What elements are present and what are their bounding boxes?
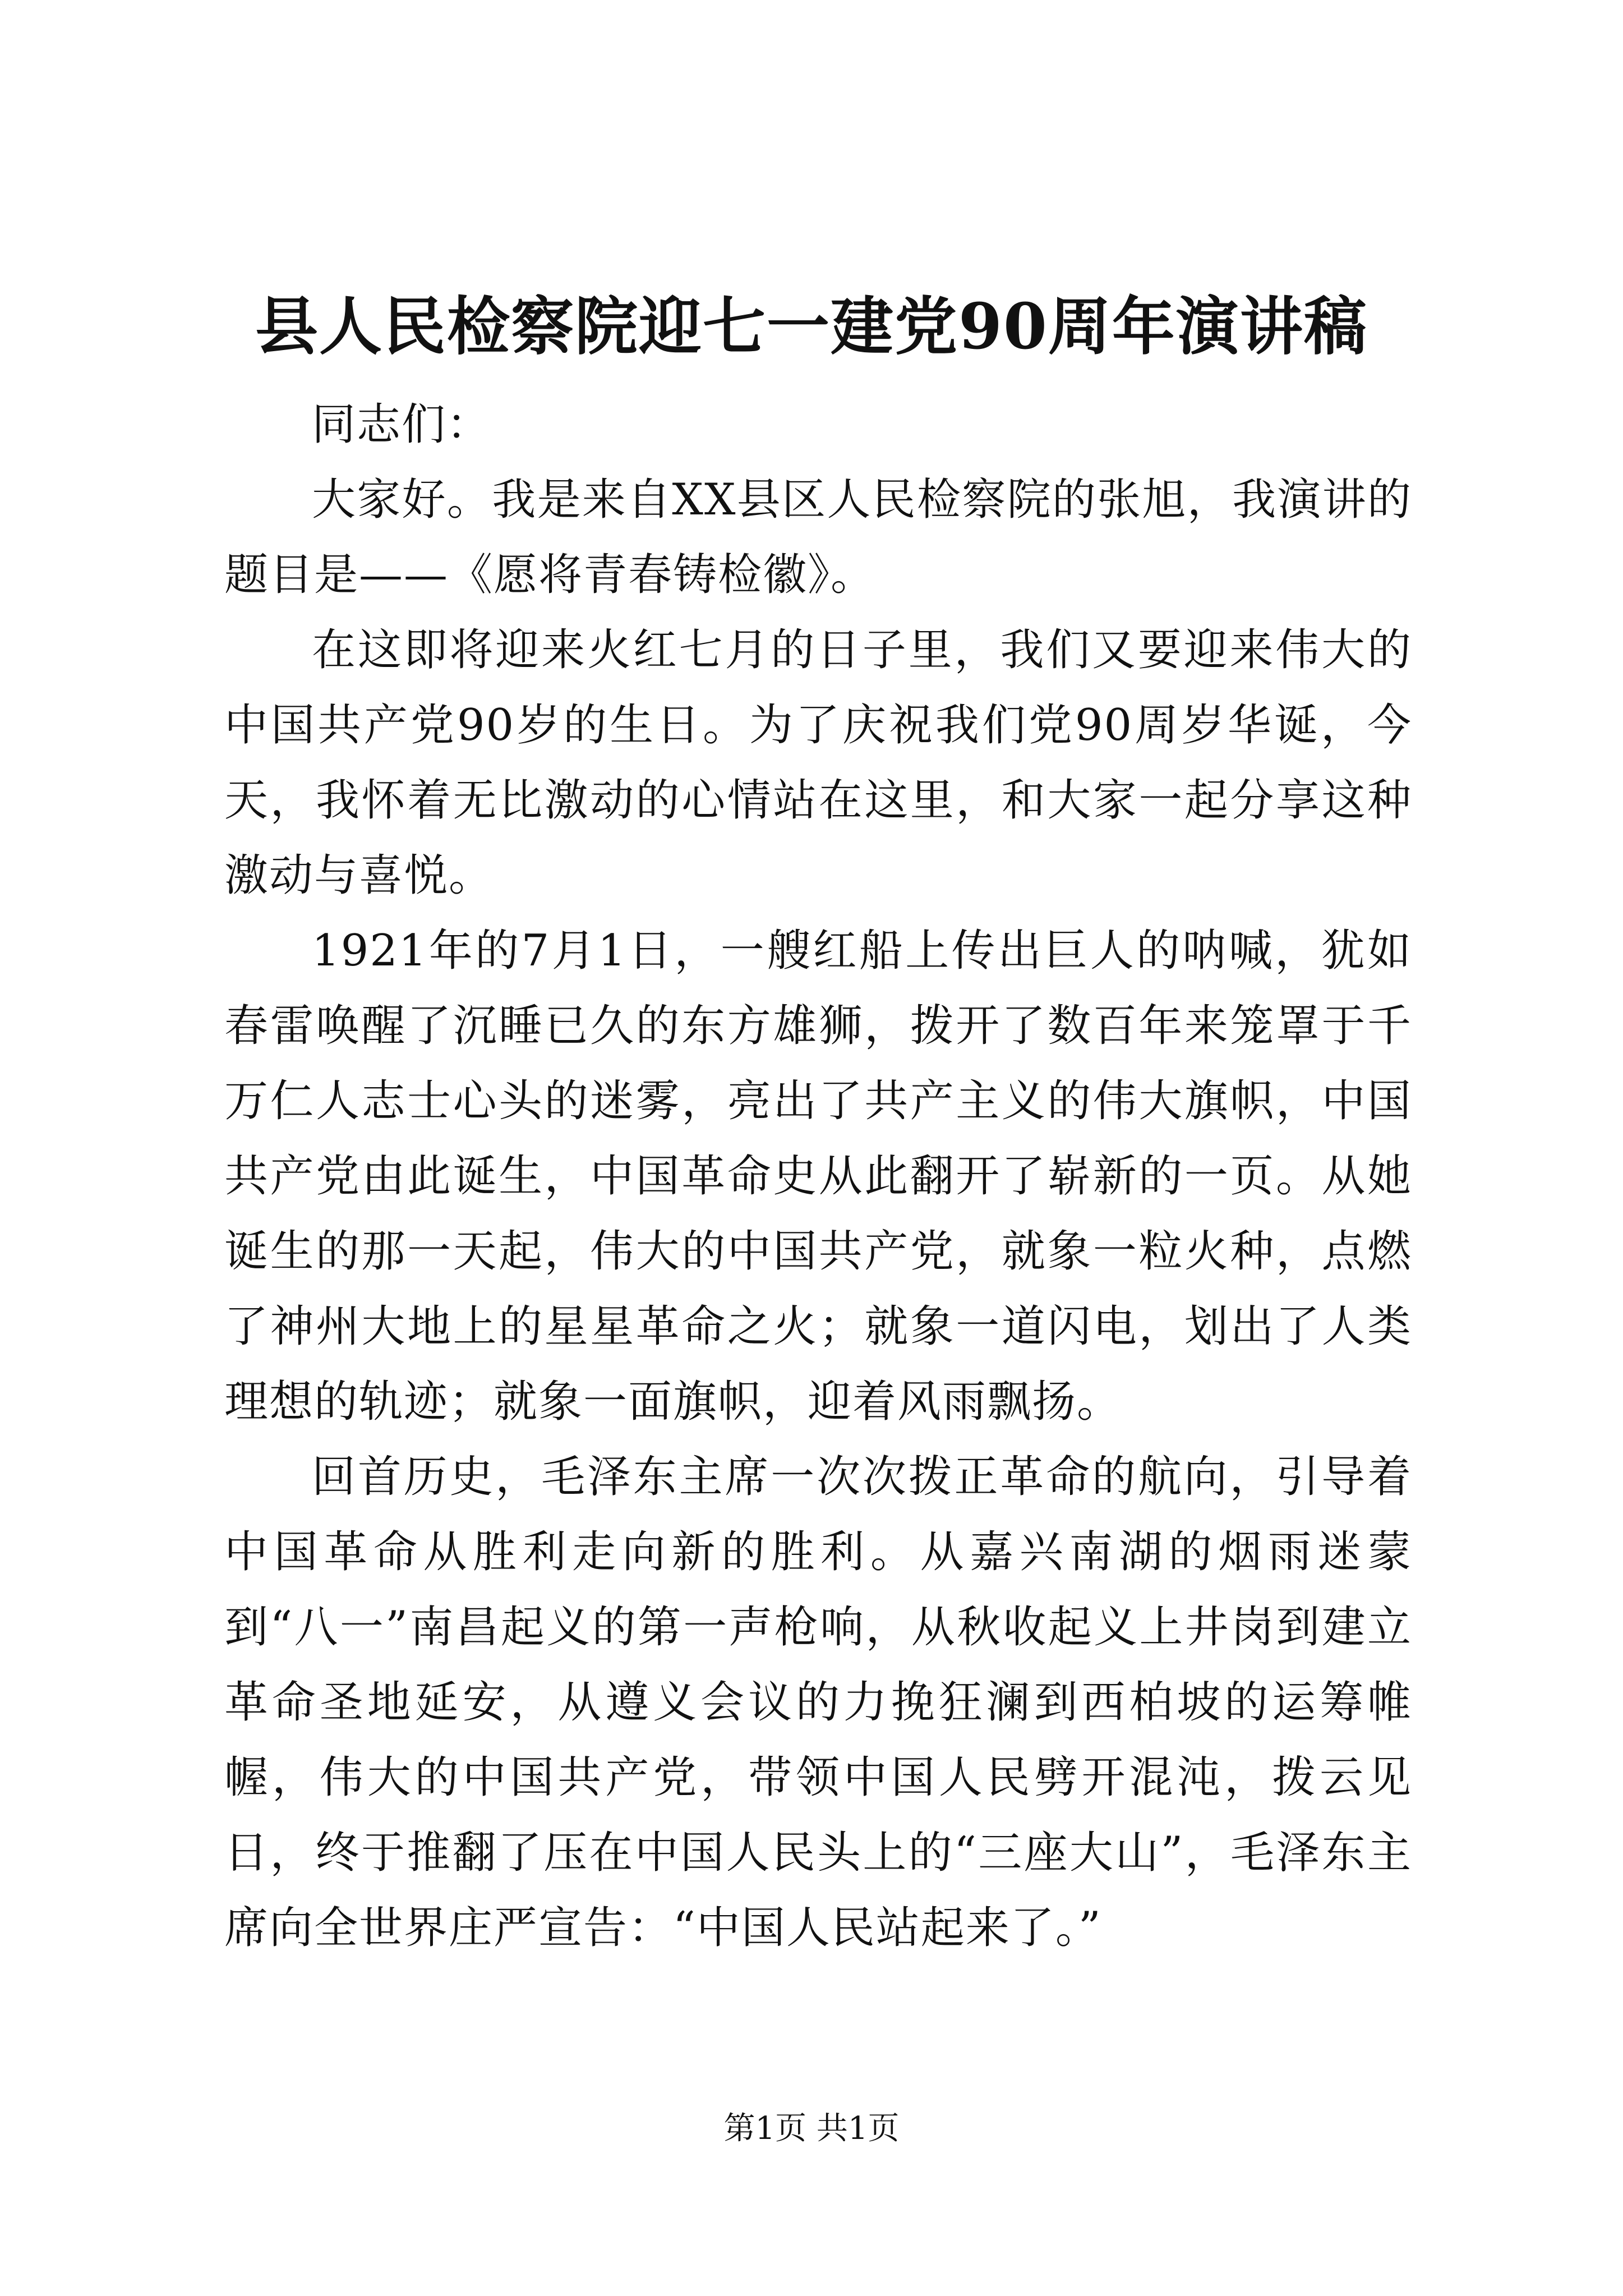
- document-title: 县人民检察院迎七一建党90周年演讲稿: [255, 290, 1368, 364]
- page-footer: 第1页 共1页: [723, 2110, 900, 2147]
- paragraph-looking-back: 回首历史，毛泽东主席一次次拨正革命的航向，引导着中国革命从胜利走向新的胜利。从嘉兴南湖的烟雨迷蒙到“八一”南昌起义的第一声枪响，从秋收起义上井岗到建立革命圣地延安，从遵义会议的力挽狂澜到西柏坡的运筹帷幄，伟大的中国共产党，带领中国人民劈开混沌，拨云见日，终于推翻了压在中国人民头上的“三座大山”，毛泽东主席向全世界庄严宣告：“中国人民站起来了。”: [224, 1452, 1412, 1953]
- paragraph-greeting: 大家好。我是来自XX县区人民检察院的张旭，我演讲的题目是——《愿将青春铸检徽》。: [224, 475, 1412, 600]
- document-body: [224, 387, 1412, 1966]
- paragraph-intro: 在这即将迎来火红七月的日子里，我们又要迎来伟大的中国共产党90岁的生日。为了庆祝我们党90周岁华诞，今天，我怀着无比激动的心情站在这里，和大家一起分享这种激动与喜悦。: [224, 625, 1412, 901]
- paragraph-history-1921: 1921年的7月1日，一艘红船上传出巨人的呐喊，犹如春雷唤醒了沉睡已久的东方雄狮，拨开了数百年来笼罩于千万仁人志士心头的迷雾，亮出了共产主义的伟大旗帜，中国共产党由此诞生，中国革命史从此翻开了崭新的一页。从她诞生的那一天起，伟大的中国共产党，就象一粒火种，点燃了神州大地上的星星革命之火；就象一道闪电，划出了人类理想的轨迹；就象一面旗帜，迎着风雨飘扬。: [224, 926, 1412, 1427]
- paragraph-salutation: 同志们：: [312, 399, 492, 450]
